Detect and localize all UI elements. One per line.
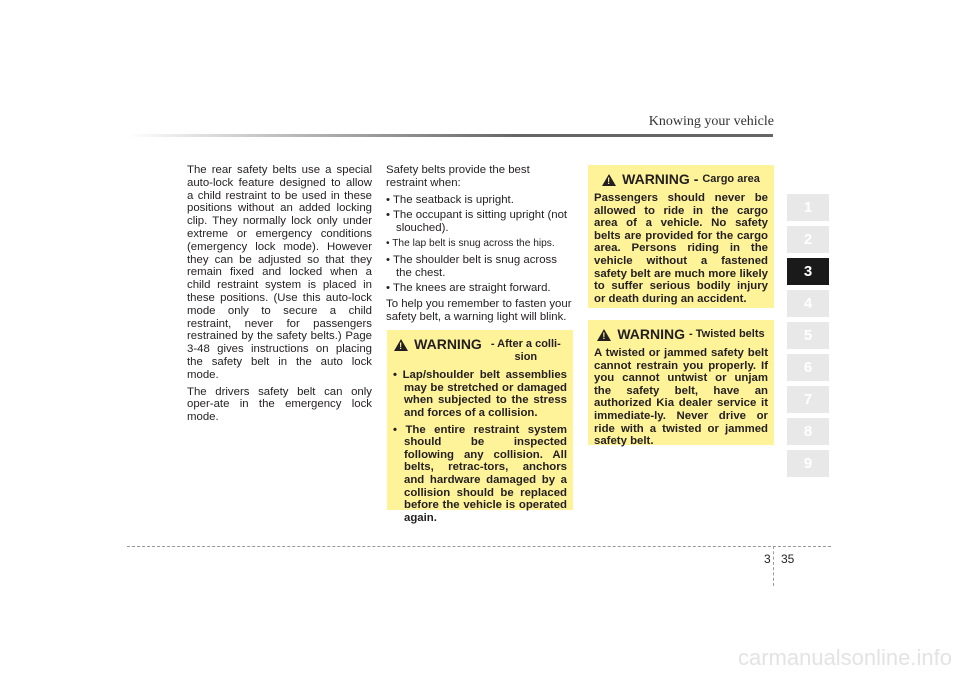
restraint-list bbox=[386, 194, 574, 296]
warning-list bbox=[393, 369, 567, 524]
list-item: • The entire restraint system should be inspected following any collision. All belts, retrac-tors, anchors and hardware damaged by a collision should be replaced before the vehicle is operated again. bbox=[393, 423, 567, 524]
chapter-number: 3 bbox=[764, 552, 771, 566]
chapter-tab-4[interactable]: 4 bbox=[787, 290, 829, 317]
warning-body: Passengers should never be allowed to ride in the cargo area of a vehicle. No safety belts are provided for the cargo area. Persons riding in the vehicle without a fastened safety belt are much more likely to suffer serious bodily injury or death during an accident. bbox=[594, 192, 768, 305]
warning-header bbox=[393, 338, 567, 363]
chapter-tab-2[interactable]: 2 bbox=[787, 226, 829, 253]
chapter-tab-8[interactable]: 8 bbox=[787, 418, 829, 445]
warning-icon bbox=[602, 174, 616, 186]
warning-label: WARNING bbox=[617, 326, 686, 342]
column-2 bbox=[386, 164, 574, 328]
warning-subtitle: - After a colli-sion bbox=[490, 338, 561, 363]
warning-box-collision bbox=[387, 330, 573, 524]
list-item: • The lap belt is snug across the hips. bbox=[386, 237, 555, 249]
paragraph: The rear safety belts use a special auto-lock feature designed to allow a child restraint to be used in these positions without an added locking clip. They normally lock only under extreme or emergency conditions (emergency lock mode). However they can be adjusted so that they remain fixed and locked when a child restraint system is placed in these positions. (Use this auto-lock mode only to secure a child restraint, never for passengers restrained by the safety belts.) Page 3-48 gives instructions on placing the safety belt in the auto lock mode. bbox=[187, 164, 372, 381]
footer-rule bbox=[127, 546, 831, 547]
warning-body: A twisted or jammed safety belt cannot restrain you properly. If you cannot untwist or unjam the safety belt, have an authorized Kia dealer service it immediate-ly. Never drive or ride with a twisted or jammed safety belt. bbox=[594, 347, 768, 448]
warning-icon bbox=[597, 329, 611, 341]
section-title: Knowing your vehicle bbox=[648, 114, 774, 129]
warning-header bbox=[594, 328, 768, 341]
warning-box-twisted bbox=[588, 320, 774, 448]
header-rule bbox=[127, 134, 773, 137]
warning-label: WARNING - bbox=[622, 171, 699, 187]
watermark: carmanualsonline.info bbox=[737, 645, 952, 670]
chapter-tab-1[interactable]: 1 bbox=[787, 194, 829, 221]
warning-box-cargo bbox=[588, 165, 774, 308]
warning-subtitle: Cargo area bbox=[702, 173, 760, 185]
chapter-tab-5[interactable]: 5 bbox=[787, 322, 829, 349]
paragraph: The drivers safety belt can only oper-ate in the emergency lock mode. bbox=[187, 385, 372, 424]
chapter-tab-3[interactable]: 3 bbox=[787, 258, 829, 285]
chapter-tab-6[interactable]: 6 bbox=[787, 354, 829, 381]
warning-subtitle: - Twisted belts bbox=[689, 328, 765, 340]
page-number: 35 bbox=[781, 552, 795, 566]
warning-header bbox=[594, 173, 768, 186]
warning-label: WARNING bbox=[414, 336, 482, 352]
chapter-tabs bbox=[787, 194, 829, 482]
list-item: • The shoulder belt is snug across the chest. bbox=[386, 253, 557, 279]
list-item: • The occupant is sitting upright (not slouched). bbox=[386, 209, 568, 235]
chapter-tab-9[interactable]: 9 bbox=[787, 450, 829, 477]
list-item: • Lap/shoulder belt assemblies may be stretched or damaged when subjected to the stress and forces of a collision. bbox=[393, 369, 567, 419]
column-1 bbox=[187, 164, 372, 428]
footer-divider bbox=[773, 546, 774, 586]
list-item: • The seatback is upright. bbox=[386, 193, 514, 206]
chapter-tab-7[interactable]: 7 bbox=[787, 386, 829, 413]
paragraph: To help you remember to fasten your safety belt, a warning light will blink. bbox=[386, 298, 572, 323]
list-item: • The knees are straight forward. bbox=[386, 282, 551, 295]
paragraph: Safety belts provide the best restraint when: bbox=[386, 164, 530, 189]
warning-icon bbox=[394, 339, 408, 351]
